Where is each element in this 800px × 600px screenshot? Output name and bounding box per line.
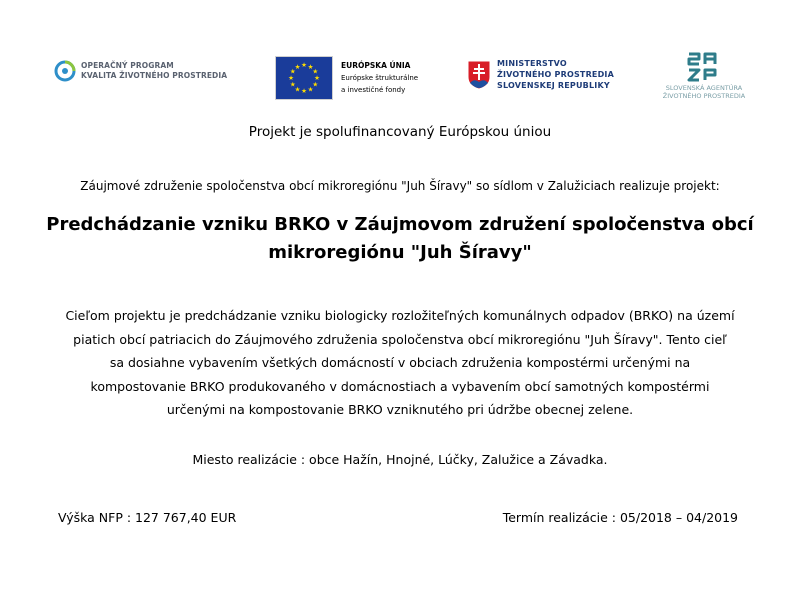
eu-line2: Európske štrukturálne (341, 74, 419, 82)
eu-star: ★ (301, 61, 307, 70)
ministry-logo (467, 58, 614, 91)
sazp-logo-icon (684, 50, 724, 84)
eu-star: ★ (294, 62, 301, 71)
title-line-1: Predchádzanie vzniku BRKO v Záujmovom združení spoločenstva obcí (46, 214, 754, 235)
eu-star: ★ (312, 80, 319, 89)
eu-title: EURÓPSKA ÚNIA (341, 61, 411, 70)
ministry-line2: ŽIVOTNÉHO PROSTREDIA (497, 70, 615, 79)
op-line1: OPERAČNÝ PROGRAM (81, 61, 174, 70)
place-of-realization: Miesto realizácie : obce Hažín, Hnojné, Lúčky, Zalužice a Závadka. (192, 452, 608, 467)
eu-star: ★ (307, 62, 314, 71)
project-title (0, 211, 800, 267)
eu-star: ★ (307, 85, 314, 94)
title-line-2: mikroregiónu "Juh Šíravy" (268, 242, 532, 263)
cofinanced-note: Projekt je spolufinancovaný Európskou úniou (248, 124, 552, 140)
eu-star: ★ (294, 85, 301, 94)
eu-flag-icon (275, 56, 333, 100)
sazp-line1: SLOVENSKÁ AGENTÚRA (665, 84, 743, 92)
goal-line: sa dosiahne vybavením všetkých domácností v obciach združenia kompostérmi určenými na (109, 355, 691, 370)
sazp-line2: ŽIVOTNÉHO PROSTREDIA (662, 92, 746, 100)
eu-star: ★ (312, 67, 319, 76)
eu-logo (275, 56, 418, 100)
ministry-line3: SLOVENSKEJ REPUBLIKY (497, 81, 610, 90)
goal-line: piatich obcí patriacich do Záujmového združenia spoločenstva obcí mikroregiónu "Juh Šíravy". Tento cieľ (73, 331, 727, 347)
eu-star: ★ (289, 67, 296, 76)
goal-line: kompostovanie BRKO produkovaného v domácnostiach a vybavením obcí samotných kompostérmi (90, 378, 710, 394)
eu-star: ★ (314, 74, 320, 83)
logo-bar (0, 0, 800, 110)
project-goal (40, 304, 760, 422)
intro-text: Záujmové združenie spoločenstva obcí mikroregiónu "Juh Šíravy" so sídlom v Zalužiciach realizuje projekt: (80, 179, 720, 193)
op-line2: KVALITA ŽIVOTNÉHO PROSTREDIA (81, 71, 228, 80)
eu-star: ★ (301, 87, 307, 96)
eu-line3: a investičné fondy (341, 86, 406, 94)
sazp-logo (656, 50, 752, 100)
realization-term: Termín realizácie : 05/2018 – 04/2019 (502, 510, 738, 525)
op-kzp-icon (54, 60, 76, 82)
goal-line: Cieľom projektu je predchádzanie vzniku biologicky rozložiteľných komunálnych odpadov (BRKO) na území (65, 308, 735, 323)
eu-star: ★ (289, 80, 296, 89)
ministry-line1: MINISTERSTVO (497, 59, 567, 68)
op-kzp-logo (54, 60, 227, 82)
eu-star: ★ (288, 74, 294, 83)
goal-line: určenými na kompostovanie BRKO vzniknutého pri údržbe obecnej zelene. (166, 402, 634, 417)
nfp-amount: Výška NFP : 127 767,40 EUR (58, 510, 237, 525)
slovak-coat-of-arms-icon (467, 60, 491, 90)
